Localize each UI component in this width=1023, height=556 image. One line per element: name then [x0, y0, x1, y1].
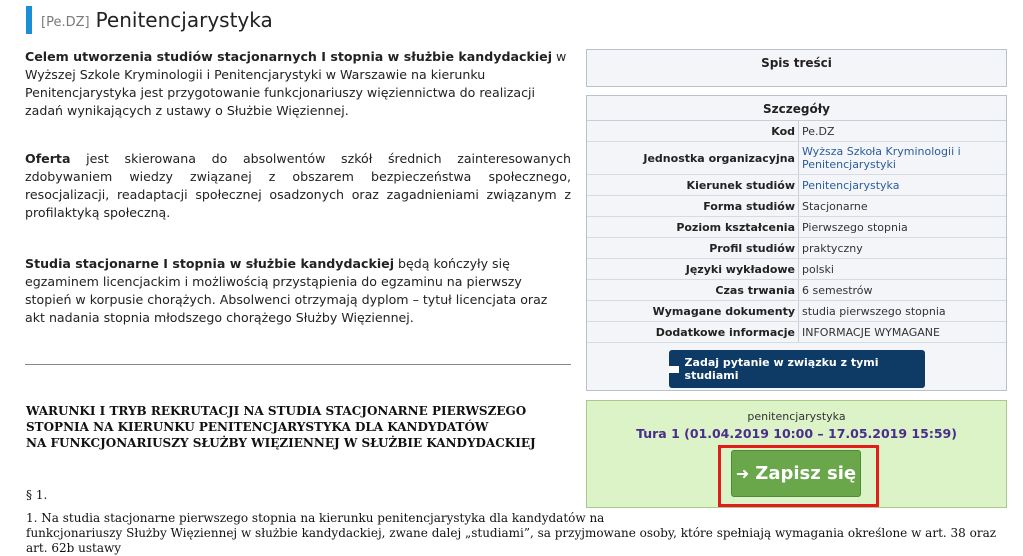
details-row: [587, 238, 1006, 259]
paragraph-number: § 1.: [26, 488, 48, 502]
details-label: Czas trwania: [587, 280, 799, 301]
details-value: [799, 142, 1007, 175]
studia-text: będą kończyły się egzaminem licencjackim i możliwością przystąpienia do egzaminu na pierwszy stopień w korpusie chorążych. Absolwenci otrzymają dyplom – tytuł licencjata oraz akt nadania stopnia młodszego chorążego Służby Więziennej.: [25, 256, 548, 325]
details-value: studia pierwszego stopnia: [799, 301, 1007, 322]
details-row: [587, 322, 1006, 343]
paragraph-line: 1. Na studia stacjonarne pierwszego stopnia na kierunku penitencjarystyka dla kandydatów na: [26, 511, 605, 525]
details-value: INFORMACJE WYMAGANE: [799, 322, 1007, 343]
enroll-button-label: Zapisz się: [755, 463, 857, 484]
ask-question-button[interactable]: [669, 350, 925, 388]
details-value: Pe.DZ: [799, 121, 1007, 142]
details-value: Stacjonarne: [799, 196, 1007, 217]
unit-link[interactable]: Wyższa Szkoła Kryminologii i Penitencjarystyki: [802, 145, 961, 171]
details-label: Profil studiów: [587, 238, 799, 259]
details-value: praktyczny: [799, 238, 1007, 259]
oferta-bold: Oferta: [25, 151, 71, 166]
details-label: Kod: [587, 121, 799, 142]
rules-line: NA FUNKCJONARIUSZY SŁUŻBY WIĘZIENNEJ W SŁUŻBIE KANDYDACKIEJ: [26, 436, 536, 450]
details-label: Poziom kształcenia: [587, 217, 799, 238]
page-title: Penitencjarystyka: [95, 8, 273, 32]
details-row: [587, 217, 1006, 238]
details-label: Języki wykładowe: [587, 259, 799, 280]
intro-bold: Celem utworzenia studiów stacjonarnych I stopnia w służbie kandydackiej: [25, 49, 553, 64]
details-label: Wymagane dokumenty: [587, 301, 799, 322]
intro-paragraph: [25, 48, 571, 120]
details-row: [587, 121, 1006, 142]
paragraph-line: funkcjonariuszy Służby Więziennej w służbie kandydackiej, zwane dalej „studiami”, sa przyjmowane osoby, które spełniają wymagania określone w art. 38 oraz art. 62b ustawy: [26, 526, 997, 555]
details-value: polski: [799, 259, 1007, 280]
details-value: [799, 175, 1007, 196]
enrollment-program: penitencjarystyka: [747, 410, 846, 423]
details-label: Jednostka organizacyjna: [587, 142, 799, 175]
details-row: [587, 280, 1006, 301]
details-row: [587, 142, 1006, 175]
details-title: Szczegóły: [587, 96, 1006, 121]
ask-question-label: Zadaj pytanie w związku z tymi studiami: [684, 356, 879, 382]
studia-bold: Studia stacjonarne I stopnia w służbie kandydackiej: [25, 256, 395, 271]
details-row: [587, 196, 1006, 217]
envelope-icon: [669, 366, 679, 373]
divider: [25, 364, 571, 365]
enrollment-round: Tura 1 (01.04.2019 10:00 – 17.05.2019 15:59): [636, 426, 957, 441]
details-row: [587, 259, 1006, 280]
paragraph-text: [26, 511, 1016, 556]
details-row: [587, 175, 1006, 196]
rules-heading: [26, 403, 586, 451]
details-value: Pierwszego stopnia: [799, 217, 1007, 238]
oferta-paragraph: [25, 150, 571, 222]
page-header: [26, 6, 273, 34]
toc-title: Spis treści: [761, 56, 832, 70]
enroll-button[interactable]: [731, 450, 861, 497]
table-of-contents: [586, 49, 1007, 87]
intro-text: w Wyższej Szkole Kryminologii i Penitencjarystyki w Warszawie na kierunku Penitencjarystyka jest przygotowanie funkcjonariuszy więziennictwa do realizacji zadań wynikających z ustawy o Służbie Więziennej.: [25, 49, 567, 118]
course-code: [Pe.DZ]: [41, 14, 90, 30]
details-label: Kierunek studiów: [587, 175, 799, 196]
details-table: [587, 121, 1006, 343]
details-value: 6 semestrów: [799, 280, 1007, 301]
details-label: Forma studiów: [587, 196, 799, 217]
field-link[interactable]: Penitencjarystyka: [802, 178, 900, 192]
details-panel: [586, 95, 1007, 391]
title-accent-bar: [26, 6, 32, 34]
rules-line: WARUNKI I TRYB REKRUTACJI NA STUDIA STACJONARNE PIERWSZEGO: [26, 404, 527, 418]
rules-line: STOPNIA NA KIERUNKU PENITENCJARYSTYKA DLA KANDYDATÓW: [26, 420, 489, 434]
sign-in-icon: ➜: [735, 464, 750, 483]
details-label: Dodatkowe informacje: [587, 322, 799, 343]
oferta-text: jest skierowana do absolwentów szkół średnich zainteresowanych zdobywaniem wiedzy związanej z obszarem bezpieczeństwa społecznego, resocjalizacji, readaptacji społecznej osadzonych oraz zagadnieniami związanym z profilaktyką społeczną.: [25, 151, 571, 220]
details-row: [587, 301, 1006, 322]
studia-paragraph: [25, 255, 571, 327]
